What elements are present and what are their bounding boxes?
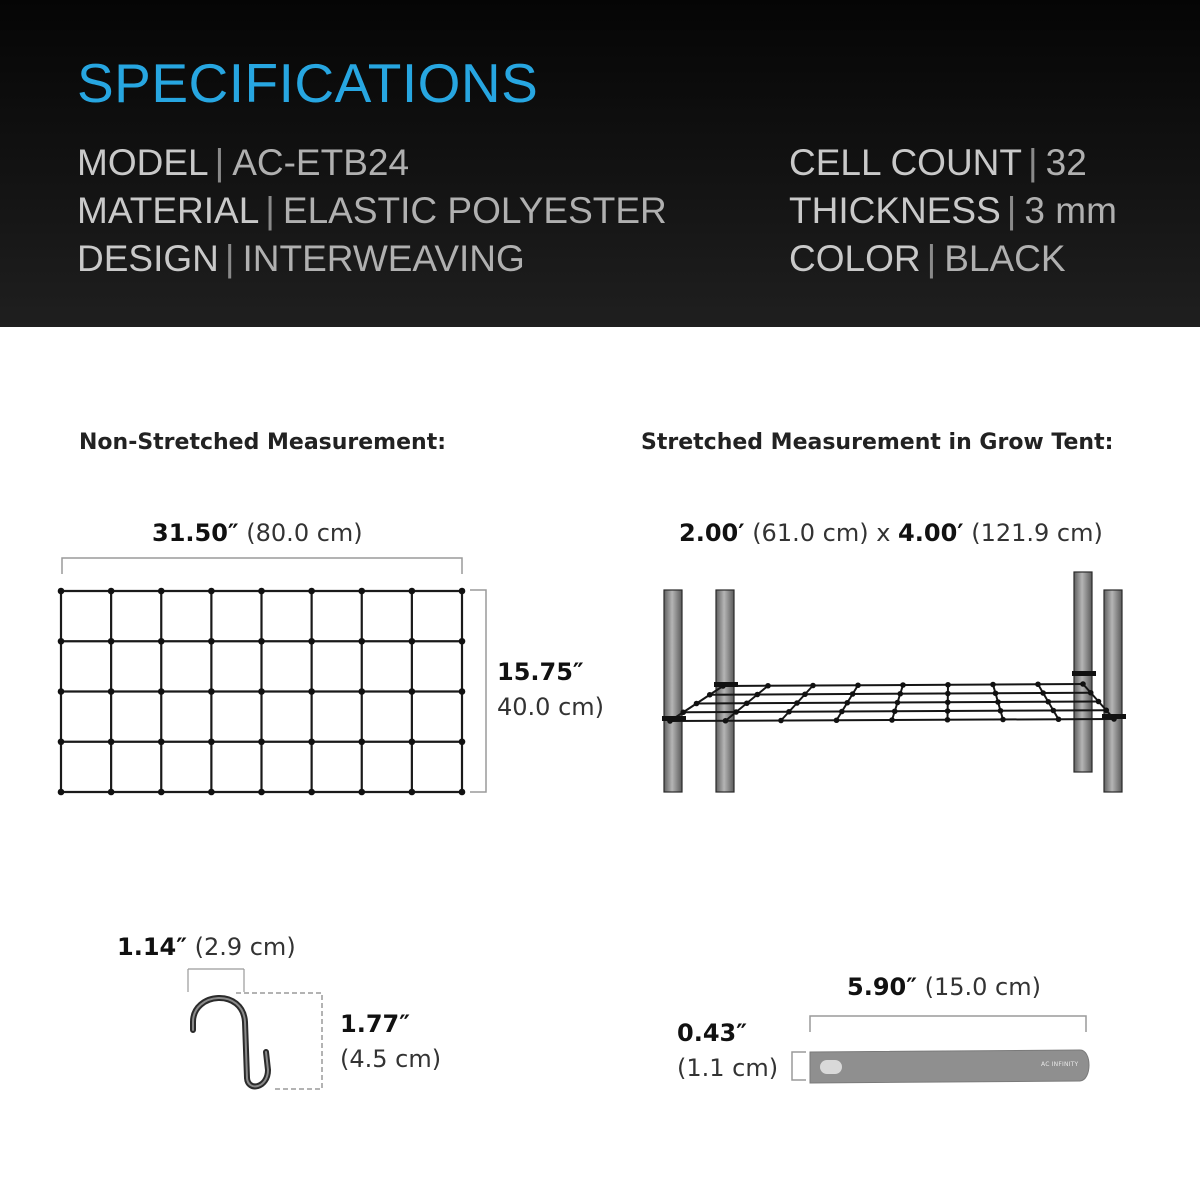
tent-net-knot [1000,717,1006,723]
tent-net-knot [794,700,800,706]
stretched-heading: Stretched Measurement in Grow Tent: [641,430,1114,455]
times-sign: x [876,519,891,547]
net-knot [158,688,165,695]
pole-strap [714,682,738,687]
net-knot [308,638,315,645]
hook-and-loop-strap [792,1016,1089,1083]
net-knot [258,638,265,645]
net-height-bracket [470,590,486,792]
spec-label: MODEL [77,142,209,183]
net-width-inches: 31.50″ [152,519,239,547]
net-knot [258,738,265,745]
net-knot [459,738,466,745]
net-knot [358,588,365,595]
grow-tent-scene [662,572,1126,792]
strap-length-inches: 5.90″ [847,973,917,1001]
pole-strap [1072,671,1096,676]
non-stretched-heading: Non-Stretched Measurement: [79,430,447,455]
net-knot [358,789,365,796]
net-knot [208,688,215,695]
tent-net-knot [945,717,951,723]
tent-net-knot [778,718,784,724]
net-knot [459,638,466,645]
hook-height-inches: 1.77″ [340,1010,410,1038]
spec-separator: | [926,238,937,279]
net-knot [459,588,466,595]
net-width-bracket [62,558,462,574]
tent-net-knot [834,717,840,723]
tent-length-cm: (121.9 cm) [971,519,1103,547]
net-height-cm-label: 40.0 cm) [497,693,605,721]
tent-pole-front-right [1104,590,1122,792]
hook-width-cm: (2.9 cm) [194,933,296,961]
net-knot [108,638,115,645]
tent-net-knot [1103,707,1109,713]
tent-pole-front-left [664,590,682,792]
trellis-net-flat [58,588,466,796]
tent-net-knot [897,691,903,697]
spec-value: 3 mm [1024,190,1117,231]
tent-net-knot [694,701,700,707]
tent-net-knot [993,690,999,696]
net-knot [208,738,215,745]
tent-net-knot [1088,690,1094,696]
net-knot [108,688,115,695]
tent-pole-back-left [716,590,734,792]
tent-net-knot [895,700,901,706]
net-width-cm: (80.0 cm) [246,519,363,547]
spec-label: CELL COUNT [789,142,1023,183]
tent-net-knot [990,682,996,688]
net-knot [459,789,466,796]
tent-net-knot [889,717,895,723]
net-knot [108,588,115,595]
spec-label: DESIGN [77,238,219,279]
tent-net-knot [1051,708,1057,714]
pole-strap [1102,714,1126,719]
net-knot [308,738,315,745]
strap-width-cm-label: (1.1 cm) [677,1054,779,1082]
tent-net-knot [723,718,729,724]
net-knot [208,588,215,595]
tent-net-knot [855,682,861,688]
tent-net-knot [945,682,951,688]
tent-net-knot [744,700,750,706]
net-knot [258,588,265,595]
net-knot [258,688,265,695]
net-knot [108,738,115,745]
tent-net-knot [998,708,1004,714]
strap-width-inches: 0.43″ [677,1019,747,1047]
strap-brand-mark: AC INFINITY [1041,1061,1079,1068]
page-title: SPECIFICATIONS [77,52,539,114]
net-knot [308,789,315,796]
tent-net-knot [786,709,792,715]
spec-value: INTERWEAVING [242,238,525,279]
hook-width-inches: 1.14″ [117,933,187,961]
net-knot [58,789,65,796]
net-knot [258,789,265,796]
net-knot [108,789,115,796]
tent-net-knot [900,682,906,688]
tent-net-knot [755,692,761,698]
spec-value: ELASTIC POLYESTER [282,190,667,231]
tent-width-feet: 2.00′ [679,519,745,547]
tent-net-knot [1045,699,1051,705]
net-height-inches: 15.75″ [497,658,584,686]
spec-label: COLOR [789,238,921,279]
tent-net-knot [802,691,808,697]
tent-net-knot [707,692,713,698]
net-knot [409,789,416,796]
net-knot [208,638,215,645]
strap-length-bracket [810,1016,1086,1032]
tent-net-knot [733,709,739,715]
net-knot [358,738,365,745]
tent-net-knot [765,683,771,689]
tent-net-knot [945,708,951,714]
net-knot [409,638,416,645]
tent-net-knot [810,683,816,689]
spec-label: THICKNESS [789,190,1001,231]
tent-net-knot [945,691,951,697]
net-knot [308,688,315,695]
net-knot [58,688,65,695]
spec-separator: | [265,190,275,231]
strap-width-bracket [792,1052,806,1080]
net-knot [158,588,165,595]
spec-label: MATERIAL [77,190,260,231]
pole-strap [662,716,686,721]
spec-separator: | [1028,142,1038,183]
net-knot [158,638,165,645]
tent-net-knot [892,708,898,714]
net-knot [58,638,65,645]
net-knot [58,738,65,745]
tent-net-knot [1056,716,1062,722]
tent-width-cm: (61.0 cm) [752,519,869,547]
spec-separator: | [1006,190,1017,231]
strap-slot [820,1060,842,1074]
net-knot [308,588,315,595]
spec-separator: | [224,238,235,279]
s-hook [188,969,322,1089]
tent-length-feet: 4.00′ [898,519,964,547]
net-knot [409,588,416,595]
tent-net-knot [1040,690,1046,696]
net-knot [158,789,165,796]
tent-net-knot [945,699,951,705]
net-knot [358,688,365,695]
net-knot [208,789,215,796]
spec-value: 32 [1045,142,1087,183]
net-knot [158,738,165,745]
net-knot [58,588,65,595]
tent-net-knot [844,700,850,706]
tent-net-knot [995,699,1001,705]
tent-net-knot [680,709,686,715]
spec-value: AC-ETB24 [232,142,410,183]
spec-value: BLACK [944,238,1066,279]
hook-height-cm-label: (4.5 cm) [340,1045,442,1073]
net-knot [459,688,466,695]
tent-net-knot [1096,699,1102,705]
tent-net-knot [1035,681,1041,687]
tent-net-knot [839,709,845,715]
tent-net-knot [1080,681,1086,687]
tent-net-knot [850,691,856,697]
net-knot [409,738,416,745]
strap-length-cm: (15.0 cm) [924,973,1041,1001]
net-knot [358,638,365,645]
net-knot [409,688,416,695]
spec-separator: | [214,142,225,183]
hook-shape [193,998,268,1086]
